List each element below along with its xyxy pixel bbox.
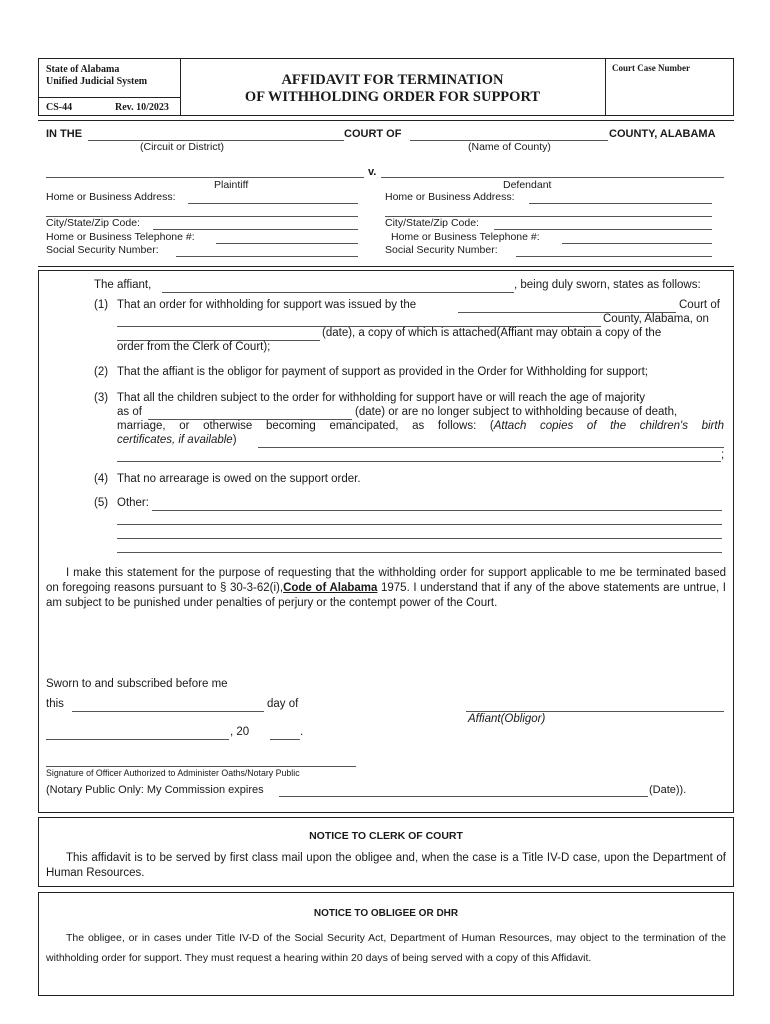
statement-text-a: I make this statement for the purpose of requesting that the withholding order for support applicable to me be terminated based on foregoing reasons pursuant to § 30-3-62(i), [46,567,726,594]
item-3-text-a: That all the children subject to the order for withholding for support have or will reach the age of majority [117,392,646,404]
item-2-text: That the affiant is the obligor for payment of support as provided in the Order for Withholding for support; [117,366,648,378]
affiant-name-field[interactable] [162,292,514,293]
item-3-text-c: (date) or are no longer subject to withholding because of death, [355,406,678,418]
item-1-number: (1) [94,299,109,311]
plaintiff-name-field[interactable] [46,177,364,178]
item-3-text-d-italic: Attach copies of the children's birth [493,420,724,432]
item-3-text-e [117,434,237,446]
in-the-label: IN THE [46,128,83,140]
other-reason-field[interactable] [152,510,722,511]
court-of-label: COURT OF [344,128,402,140]
item-3-text-b: as of [117,406,142,418]
plaintiff-address-label: Home or Business Address: [46,191,176,203]
body-top-border [38,270,734,271]
notary-prefix: (Notary Public Only: My Commission expires [46,784,264,796]
plaintiff-ssn-label: Social Security Number: [46,244,159,256]
county-alabama-label: COUNTY, ALABAMA [609,128,716,140]
item-2-number: (2) [94,366,109,378]
notice-clerk-title: NOTICE TO CLERK OF COURT [309,830,463,842]
affiant-signature-field[interactable] [466,711,724,712]
state-label: State of Alabama [46,64,120,75]
form-title-line1: AFFIDAVIT FOR TERMINATION [281,72,504,88]
form-number: CS-44 [46,102,73,113]
plaintiff-ssn-field[interactable] [176,256,358,257]
item-1-text-a: That an order for withholding for support was issued by the [117,299,417,311]
revision-date: Rev. 10/2023 [115,102,169,113]
statement-text-b: 1975. I understand that if any of the above statements are untrue, I am subject to be punished under penalties of perjury or the contempt power of the Court. [46,582,726,609]
versus-label: v. [368,166,377,178]
header-rule-small [38,97,180,98]
notice-obligee-text: The obligee, or in cases under Title IV-D of the Social Security Act, Department of Human Resources, may object to the termination of the withholding order for support. They must request a hearing within 20 days of being served with a copy of this Affidavit. [46,932,726,964]
notary-suffix: (Date)). [649,784,687,796]
circuit-district-hint: (Circuit or District) [140,141,224,153]
year-period: . [300,726,304,738]
item-1-text-c: County, Alabama, on [603,313,709,325]
plaintiff-address-field[interactable] [188,203,358,204]
item-5-label: Other: [117,497,149,509]
other-reason-line3-field[interactable] [117,538,722,539]
court-case-number-label: Court Case Number [612,63,690,73]
plaintiff-city-field[interactable] [153,229,358,230]
court-case-number-field[interactable] [607,76,732,114]
item-5-number: (5) [94,497,109,509]
plaintiff-phone-field[interactable] [216,243,358,244]
day-of-label: day of [267,698,299,710]
year-prefix: , 20 [230,726,250,738]
day-field[interactable] [72,711,264,712]
item-1-text-b: Court of [679,299,720,311]
item-4-text: That no arrearage is owed on the support order. [117,473,361,485]
item-3-text-e-italic: certificates, if available [117,434,233,446]
item-1-text-e: order from the Clerk of Court); [117,341,271,353]
system-label: Unified Judicial System [46,76,148,87]
month-field[interactable] [46,739,229,740]
other-reason-line4-field[interactable] [117,552,722,553]
body-left-border [38,270,39,812]
item-3-text-d-plain: marriage, or otherwise becoming emancipated, as follows: ( [117,420,494,432]
defendant-label: Defendant [503,179,552,191]
this-label: this [46,698,64,710]
officer-signature-label: Signature of Officer Authorized to Administer Oaths/Notary Public [46,768,300,778]
defendant-address-field[interactable] [529,203,712,204]
defendant-phone-field[interactable] [562,243,712,244]
defendant-ssn-label: Social Security Number: [385,244,498,256]
sworn-label: Sworn to and subscribed before me [46,678,228,690]
affiant-obligor-label: Affiant(Obligor) [468,713,546,725]
parties-bottom-border [38,266,734,267]
code-of-alabama-citation: Code of Alabama [283,582,378,594]
affiant-prefix: The affiant, [94,279,152,291]
header-divider-right [605,58,606,116]
emancipation-reason-line2-field[interactable] [117,461,721,462]
county-name-hint: (Name of County) [468,141,551,153]
parties-top-border [38,120,734,121]
plaintiff-city-label: City/State/Zip Code: [46,217,140,229]
other-reason-line2-field[interactable] [117,524,722,525]
defendant-ssn-field[interactable] [516,256,712,257]
officer-signature-field[interactable] [46,766,356,767]
item-3-number: (3) [94,392,109,404]
plaintiff-phone-label: Home or Business Telephone #: [46,231,195,243]
notice-clerk-text: This affidavit is to be served by first class mail upon the obligee and, when the case is a Title IV-D case, upon the Department of Human Resources. [46,852,726,879]
defendant-city-label: City/State/Zip Code: [385,217,479,229]
body-right-border [733,270,734,812]
affiant-suffix: , being duly sworn, states as follows: [514,279,701,291]
commission-expiry-field[interactable] [279,796,648,797]
item-3-semicolon: ; [721,449,725,461]
body-bottom-border [38,812,734,813]
statement-paragraph [46,566,726,611]
item-3-text-e-close: ) [232,434,237,446]
item-4-number: (4) [94,473,109,485]
plaintiff-label: Plaintiff [214,179,249,191]
form-title-line2: OF WITHHOLDING ORDER FOR SUPPORT [244,89,541,105]
year-field[interactable] [270,739,300,740]
emancipation-reason-field[interactable] [258,447,724,448]
notice-obligee-title: NOTICE TO OBLIGEE OR DHR [313,908,459,919]
item-3-text-d [117,420,724,432]
defendant-name-field[interactable] [381,177,724,178]
defendant-phone-label: Home or Business Telephone #: [391,231,540,243]
defendant-address-label: Home or Business Address: [385,191,515,203]
defendant-city-field[interactable] [494,229,712,230]
item-1-text-d: (date), a copy of which is attached(Affiant may obtain a copy of the [322,327,662,339]
